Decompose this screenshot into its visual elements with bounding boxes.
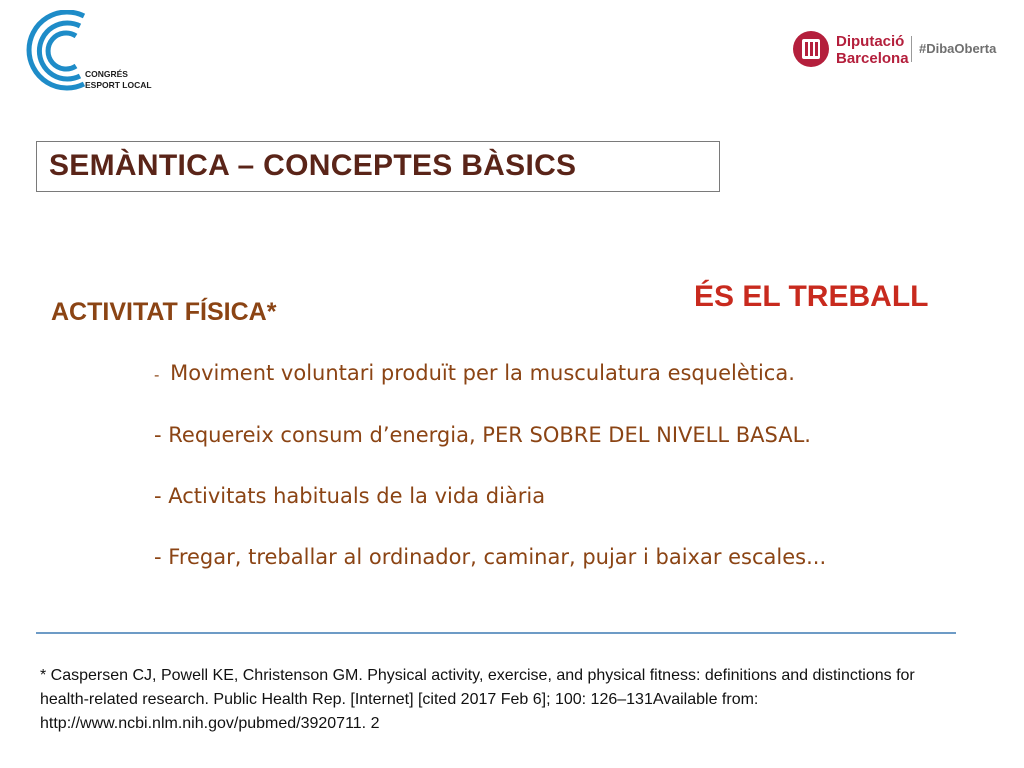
diba-hashtag: #DibaOberta [919, 41, 997, 56]
bullet-text: Activitats habituals de la vida diària [168, 484, 546, 508]
bullet-item [154, 361, 795, 385]
diputacio-barcelona-logo [792, 30, 1002, 70]
bullet-text: Fregar, treballar al ordinador, caminar, pujar i baixar escales... [168, 545, 827, 569]
bullet-text: Moviment voluntari produït per la musculatura esquelètica. [170, 361, 795, 385]
bullet-dash: - [154, 366, 160, 384]
congres-arcs-icon [18, 10, 88, 92]
slide-title: SEMÀNTICA – CONCEPTES BÀSICS [49, 149, 577, 182]
logo-line-2: ESPORT LOCAL [85, 80, 152, 90]
dipu-line-1: Diputació [836, 33, 905, 50]
bullet-text: Requereix consum d’energia, PER SOBRE DEL NIVELL BASAL. [168, 423, 811, 447]
callout-text: ÉS EL TREBALL [694, 280, 929, 313]
bullet-dash: - [154, 484, 162, 508]
bullet-dash: - [154, 423, 162, 447]
congres-esport-local-logo [18, 10, 158, 100]
footnote-reference: * Caspersen CJ, Powell KE, Christenson GM. Physical activity, exercise, and physical fitness: definitions and distinctions for health-related research. Public Health Rep. [Internet] [cited 2017 Feb 6]; 100: 126–131Available from: http://www.ncbi.nlm.nih.gov/pubmed/3920711. 2 [40, 667, 915, 732]
footnote-divider [36, 632, 956, 634]
bullet-dash: - [154, 545, 162, 569]
bullet-item [154, 484, 545, 508]
diputacio-crest-icon [792, 30, 830, 68]
title-box [36, 141, 720, 192]
dipu-line-2: Barcelona [836, 50, 909, 67]
logo-divider [911, 36, 912, 62]
section-heading: ACTIVITAT FÍSICA* [51, 298, 277, 326]
logo-line-1: CONGRÉS [85, 69, 128, 79]
bullet-item [154, 423, 811, 447]
bullet-item [154, 545, 826, 569]
